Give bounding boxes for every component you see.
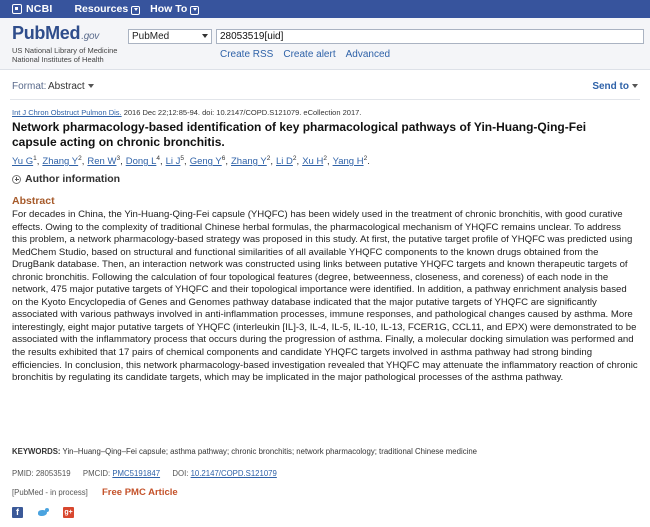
- author-affiliation-number[interactable]: 3: [116, 155, 121, 162]
- keywords-label: KEYWORDS:: [12, 447, 61, 456]
- twitter-icon[interactable]: [37, 508, 49, 518]
- create-rss-link[interactable]: Create RSS: [220, 49, 274, 60]
- abstract-text: For decades in China, the Yin-Huang-Qing-Fei capsule (YHQFC) has been widely used in the treatment of chronic bronchitis, with good curative effects. Owing to the complexity of traditional Chinese herbal formulas, the pharmacological mechanism of YHQFC remains unclear. To address this problem, a network pharmacology-based strategy was proposed in this study. At first, the putative target profile of YHQFC was predicted using MedChem Studio, based on structural and functional similarities of all available YHQFC components to the known drugs obtained from the DrugBank database. Then, an interaction network was constructed using links between putative YHQFC targets and known therapeutic targets of chronic bronchitis. Following the calculation of four topological features (degree, betweenness, closeness, and coreness) of each node in the network, 475 major putative targets of YHQFC and their topological importance were identified. In addition, a pathway enrichment analysis based on the Kyoto Encyclopedia of Genes and Genomes pathway database indicated that the major putative targets of YHQFC are significantly associated with various pathways involved in anti-inflammation processes, immune responses, and pathological changes caused by asthma. More interestingly, eight major putative targets of YHQFC (interleukin [IL]-3, IL-4, IL-5, IL-10, IL-13, FCER1G, CCL11, and EPX) were demonstrated to be associated with the inflammatory process that occurs during the progression of asthma. Finally, a molecular docking simulation was performed and the results exhibited that 17 pairs of chemical components and candidate YHQFC targets involved in asthma pathway had strong binding efficiencies. In conclusion, this network pharmacology-based investigation revealed that YHQFC may attenuate the inflammatory reaction of chronic bronchitis by regulating its candidate targets, which may be implicated in the major pathological processes of the asthma pathway.: [12, 209, 638, 384]
- author-link[interactable]: Ren W: [87, 156, 117, 168]
- doi-label: DOI:: [172, 469, 189, 478]
- divider: [10, 99, 640, 100]
- pmid-value: 28053519: [35, 469, 71, 478]
- author-affiliation-number[interactable]: 2: [363, 155, 368, 162]
- nlm-line: US National Library of Medicine: [12, 46, 118, 55]
- article-title: Network pharmacology-based identification of key pharmacological pathways of Yin-Huang-Qing-Fei capsule acting on chronic bronchitis.: [12, 120, 587, 149]
- how-to-menu[interactable]: [150, 3, 199, 15]
- author-affiliation-number[interactable]: 2: [323, 155, 327, 162]
- advanced-search-link[interactable]: Advanced: [345, 49, 391, 60]
- pmid-label: PMID:: [12, 469, 34, 478]
- social-share: [12, 507, 74, 518]
- author-link[interactable]: Yang H: [332, 156, 364, 168]
- author-affiliation-number[interactable]: 1: [33, 155, 37, 162]
- author-information-toggle[interactable]: [12, 173, 120, 185]
- search-input[interactable]: 28053519[uid]: [216, 29, 644, 44]
- author-separator: ,: [81, 156, 85, 168]
- author-separator: ,: [326, 156, 330, 168]
- google-plus-icon[interactable]: g+: [64, 509, 73, 516]
- citation-details: 2016 Dec 22;12:85-94. doi: 10.2147/COPD.S121079. eCollection 2017.: [121, 108, 362, 117]
- author-list: [12, 155, 373, 167]
- author-link[interactable]: Zhang Y: [42, 156, 79, 168]
- search-links: [220, 49, 390, 60]
- author-affiliation-number[interactable]: 6: [221, 155, 226, 162]
- how-to-menu-label: How To: [150, 3, 188, 15]
- nlm-subtitle: [12, 46, 117, 64]
- author-link[interactable]: Geng Y: [189, 156, 222, 168]
- author-affiliation-number[interactable]: 5: [180, 155, 185, 162]
- caret-down-icon: [632, 84, 638, 88]
- doi-link[interactable]: 10.2147/COPD.S121079: [190, 469, 277, 478]
- pubmed-logo[interactable]: [12, 23, 99, 44]
- ncbi-logo-text: NCBI: [26, 3, 53, 15]
- format-value: Abstract: [48, 81, 85, 92]
- author-separator: ,: [159, 156, 163, 168]
- plus-circle-icon: [12, 175, 21, 184]
- nih-line: National Institutes of Health: [12, 55, 104, 64]
- journal-link[interactable]: Int J Chron Obstruct Pulmon Dis.: [12, 108, 122, 117]
- author-link[interactable]: Yu G: [12, 156, 34, 168]
- database-select[interactable]: [128, 29, 212, 44]
- author-link[interactable]: Li J: [165, 156, 181, 168]
- chevron-down-icon: [190, 6, 199, 15]
- ncbi-logo-icon: [12, 4, 22, 14]
- author-link[interactable]: Zhang Y: [231, 156, 267, 168]
- abstract-heading: Abstract: [12, 195, 55, 207]
- author-separator: ,: [36, 156, 40, 168]
- author-separator: ,: [120, 156, 123, 168]
- author-affiliation-number[interactable]: 2: [266, 155, 271, 162]
- author-separator: ,: [184, 156, 187, 168]
- format-label: Format:: [12, 81, 47, 92]
- logo-pub: Pub: [12, 23, 46, 43]
- database-select-value: PubMed: [132, 31, 170, 42]
- publication-status: [PubMed - in process]: [12, 488, 88, 497]
- author-separator: .: [367, 156, 370, 168]
- resources-menu-label: Resources: [74, 3, 129, 15]
- article-identifiers: [12, 469, 277, 478]
- ncbi-bar: [0, 0, 650, 18]
- ncbi-logo[interactable]: [12, 3, 52, 15]
- resources-menu[interactable]: [74, 3, 140, 15]
- pmcid-link[interactable]: PMC5191847: [112, 469, 161, 478]
- author-link[interactable]: Xu H: [302, 156, 324, 168]
- format-dropdown[interactable]: [48, 81, 94, 92]
- pubmed-header: [0, 18, 650, 70]
- author-separator: ,: [270, 156, 274, 168]
- format-bar: [0, 78, 650, 96]
- free-pmc-article-link[interactable]: Free PMC Article: [102, 487, 178, 498]
- send-to-label: Send to: [592, 81, 629, 92]
- author-affiliation-number[interactable]: 2: [78, 155, 82, 162]
- keywords: [12, 447, 477, 456]
- send-to-button[interactable]: [592, 81, 638, 92]
- author-separator: ,: [296, 156, 300, 168]
- author-affiliation-number[interactable]: 4: [156, 155, 160, 162]
- chevron-down-icon: [131, 6, 140, 15]
- dropdown-arrow-icon: [202, 34, 208, 38]
- facebook-icon[interactable]: f: [12, 507, 23, 518]
- create-alert-link[interactable]: Create alert: [283, 49, 336, 60]
- pmcid-label: PMCID:: [82, 469, 111, 478]
- citation: [12, 108, 361, 117]
- author-link[interactable]: Dong L: [125, 156, 157, 168]
- caret-down-icon: [88, 84, 94, 88]
- logo-gov: .gov: [81, 31, 99, 42]
- author-link[interactable]: Li D: [276, 156, 293, 168]
- author-separator: ,: [225, 156, 228, 168]
- logo-med: Med: [45, 23, 81, 43]
- keywords-list: Yin–Huang–Qing–Fei capsule; asthma pathway; chronic bronchitis; network pharmacology; traditional Chinese medicine: [60, 447, 478, 456]
- author-information-label: Author information: [25, 173, 121, 185]
- author-affiliation-number[interactable]: 2: [292, 155, 297, 162]
